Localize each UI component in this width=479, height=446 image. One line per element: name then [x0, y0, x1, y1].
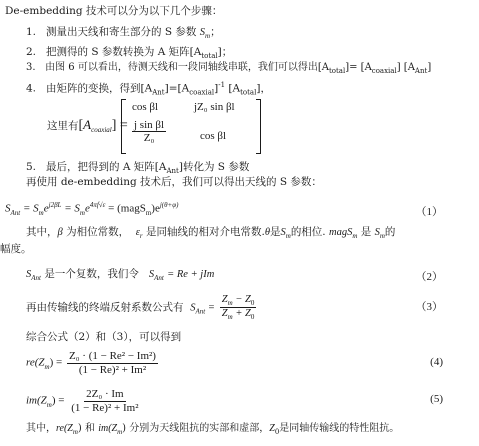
subscript: coaxial: [91, 126, 112, 135]
epsilon-symbol: ε: [135, 227, 140, 238]
subscript: Ant: [195, 307, 206, 316]
equation-5: [26, 388, 143, 414]
subscript: m: [38, 208, 44, 217]
eq-symbol: S: [148, 269, 155, 280]
after-deembedding-line: 再使用 de-embedding 技术后，我们可以得出天线的 S 参数：: [26, 176, 322, 188]
text: 是同轴线的相对介电常数.: [145, 226, 265, 238]
step-text: 把测得的 S 参数转换为 A 矩阵[A: [46, 46, 202, 58]
eq-symbol: e: [84, 202, 90, 215]
step-text: 由图 6 可以看出，待测天线和一段同轴线串联，我们可以得出[A: [45, 62, 329, 73]
subscript: total: [328, 67, 346, 75]
step-tail: ；: [210, 26, 221, 38]
eq-symbol: Z: [221, 294, 228, 305]
equation-1: $S_{Ant} = S_me^{j2\beta L} = S_me^{4\pi f√\varepsilon}$ = $(magS_m)e^{j(\theta+\varphi)}$: [5, 201, 179, 217]
subscript: total: [240, 88, 257, 97]
step-mid: ]: [214, 82, 219, 95]
subscript: Ant: [152, 88, 165, 97]
step-3: [26, 62, 431, 75]
fraction-bottom: (1 − Re)² + Im²: [78, 363, 147, 376]
text: 是: [360, 226, 372, 238]
fraction: [67, 350, 158, 376]
subscript: m: [72, 428, 78, 436]
step-tail: ]，: [256, 82, 271, 95]
subscript: 0: [250, 313, 255, 322]
step-number: 3.: [26, 62, 36, 73]
text: 再由传输线的终端反射系数公式有: [26, 301, 184, 314]
matrix-cell-a22: cos βl: [200, 130, 227, 142]
eq-symbol: im(Z: [98, 423, 118, 434]
subscript: total: [201, 52, 218, 61]
complex-line: [26, 268, 214, 282]
step-tail: ]；: [217, 46, 233, 58]
intro-line: De-embedding 技术可以分为以下几个步骤：: [5, 5, 223, 17]
subscript: Ant: [10, 208, 21, 217]
subscript: m: [205, 32, 211, 41]
eq-text: )e: [151, 202, 160, 215]
where-line-1: [26, 226, 395, 240]
matrix-prefix: 这里有$[A_{coaxial}]$ =: [47, 117, 128, 135]
step-4: [26, 81, 271, 97]
eq-symbol: S: [374, 227, 380, 238]
fraction-top: 2Z₀ · Im: [86, 388, 124, 400]
equation-number-2: （2）: [415, 271, 443, 283]
step-2: [26, 46, 232, 60]
reflection-line: 再由传输线的终端反射系数公式有 $S_{Ant}$ = $\frac{Z_m - Z_0}{Z_m + Z_0}$: [26, 294, 255, 322]
eq-text: = (magS: [108, 202, 146, 215]
step-mid: ] [A: [396, 62, 415, 73]
subscript: m: [145, 208, 152, 217]
eq-symbol: re(Z: [56, 423, 73, 434]
step-number: 1.: [26, 26, 37, 38]
equation-4: [26, 350, 160, 376]
subscript: Ant: [166, 167, 179, 176]
equation-number-1: （1）: [415, 206, 443, 218]
step-mid: [A: [225, 82, 241, 95]
eq-symbol: S: [190, 302, 196, 314]
equation-number-4: (4): [430, 356, 443, 368]
fraction-bottom: (1 − Re)² + Im²: [71, 401, 139, 414]
superscript: j2βL: [48, 201, 62, 209]
text: ) 分别为天线阻抗的实部和虚部，: [122, 423, 270, 434]
matrix-cell-a21: [130, 119, 168, 144]
eq-symbol: − Z: [232, 294, 251, 305]
equation-number-3: （3）: [415, 301, 443, 313]
matrix: [121, 99, 261, 154]
final-line: [26, 423, 399, 436]
eq-symbol: Z: [269, 423, 275, 434]
subscript: Ant: [414, 67, 428, 75]
amplitude-text: 幅度。: [0, 243, 32, 255]
subscript: m: [227, 299, 233, 308]
subscript: m: [285, 232, 291, 241]
step-text: 测量出天线和寄生部分的 S 参数: [46, 26, 197, 38]
superscript: 4πf√ε: [89, 201, 106, 209]
text: 是同轴传输线的特性阻抗。: [279, 423, 400, 434]
step-text: 最后，把得到的 A 矩阵[A: [46, 161, 167, 173]
step-number: 4.: [26, 82, 37, 95]
fraction-bottom: Z₀: [143, 132, 155, 144]
eq-symbol: S: [280, 227, 286, 238]
eq-symbol: S: [5, 202, 11, 215]
eq-symbol: Z: [221, 308, 228, 320]
subscript: coaxial: [189, 88, 215, 97]
combine-line: 综合公式（2）和（3），可以得到: [26, 331, 182, 343]
superscript: j(θ+φ): [159, 201, 179, 209]
text: ) 和: [77, 423, 99, 434]
matrix-prefix-text: 这里有: [47, 120, 79, 132]
equation-number-5: (5): [430, 393, 443, 405]
text: 是: [270, 226, 281, 238]
text: 其中，: [26, 226, 58, 238]
step-text: 由矩阵的变换，得到[A: [46, 82, 153, 95]
text: 的: [384, 226, 396, 238]
beta-symbol: β: [57, 227, 63, 238]
text: 为相位常数，: [66, 226, 130, 238]
step-mid: ]=[A: [164, 82, 190, 95]
subscript: m: [379, 232, 385, 241]
subscript: Ant: [154, 274, 164, 283]
text: 的相位.: [290, 226, 326, 238]
subscript: m: [117, 428, 123, 436]
eq-symbol: + Z: [232, 308, 251, 320]
text: 其中，: [26, 423, 56, 434]
subscript: m: [352, 232, 358, 241]
symbol: S: [199, 27, 206, 38]
step-tail: ]: [427, 62, 432, 73]
fraction: [69, 388, 140, 414]
fraction-top: Z₀ · (1 − Re² − Im²): [68, 350, 156, 362]
eq-text: ) =: [49, 356, 63, 369]
eq-text: = Re + jIm: [167, 269, 215, 280]
theta-symbol: θ: [264, 227, 270, 238]
step-number: 2.: [26, 46, 37, 58]
step-mid: ]= [A: [345, 62, 372, 73]
subscript: 0: [274, 428, 280, 436]
subscript: m: [44, 362, 50, 371]
subscript: m: [46, 400, 52, 409]
matrix-label: A: [83, 117, 92, 132]
subscript: r: [139, 232, 143, 241]
eq-symbol: S: [26, 269, 32, 280]
subscript: Ant: [31, 274, 41, 283]
fraction: [220, 294, 257, 321]
eq-symbol: = S: [22, 202, 39, 215]
eq-symbol: magS: [329, 227, 353, 238]
fraction-top: j sin βl: [134, 119, 165, 131]
eq-symbol: im(Z: [26, 394, 47, 407]
eq-symbol: re(Z: [26, 356, 45, 369]
matrix-cell-a12: jZ₀ sin βl: [194, 101, 235, 113]
subscript: 0: [250, 299, 255, 308]
step-1: [26, 26, 221, 40]
eq-text: ) =: [51, 394, 65, 407]
text: 是一个复数，我们令: [44, 268, 139, 280]
subscript: coaxial: [371, 67, 397, 75]
eq-symbol: = S: [64, 202, 80, 215]
subscript: m: [227, 313, 233, 322]
subscript: m: [79, 208, 85, 217]
superscript: -1: [218, 81, 226, 89]
step-number: 5.: [26, 161, 37, 173]
matrix-cell-a11: cos βl: [132, 101, 159, 113]
step-5: [26, 161, 249, 175]
step-tail: ]转化为 S 参数: [178, 161, 250, 173]
